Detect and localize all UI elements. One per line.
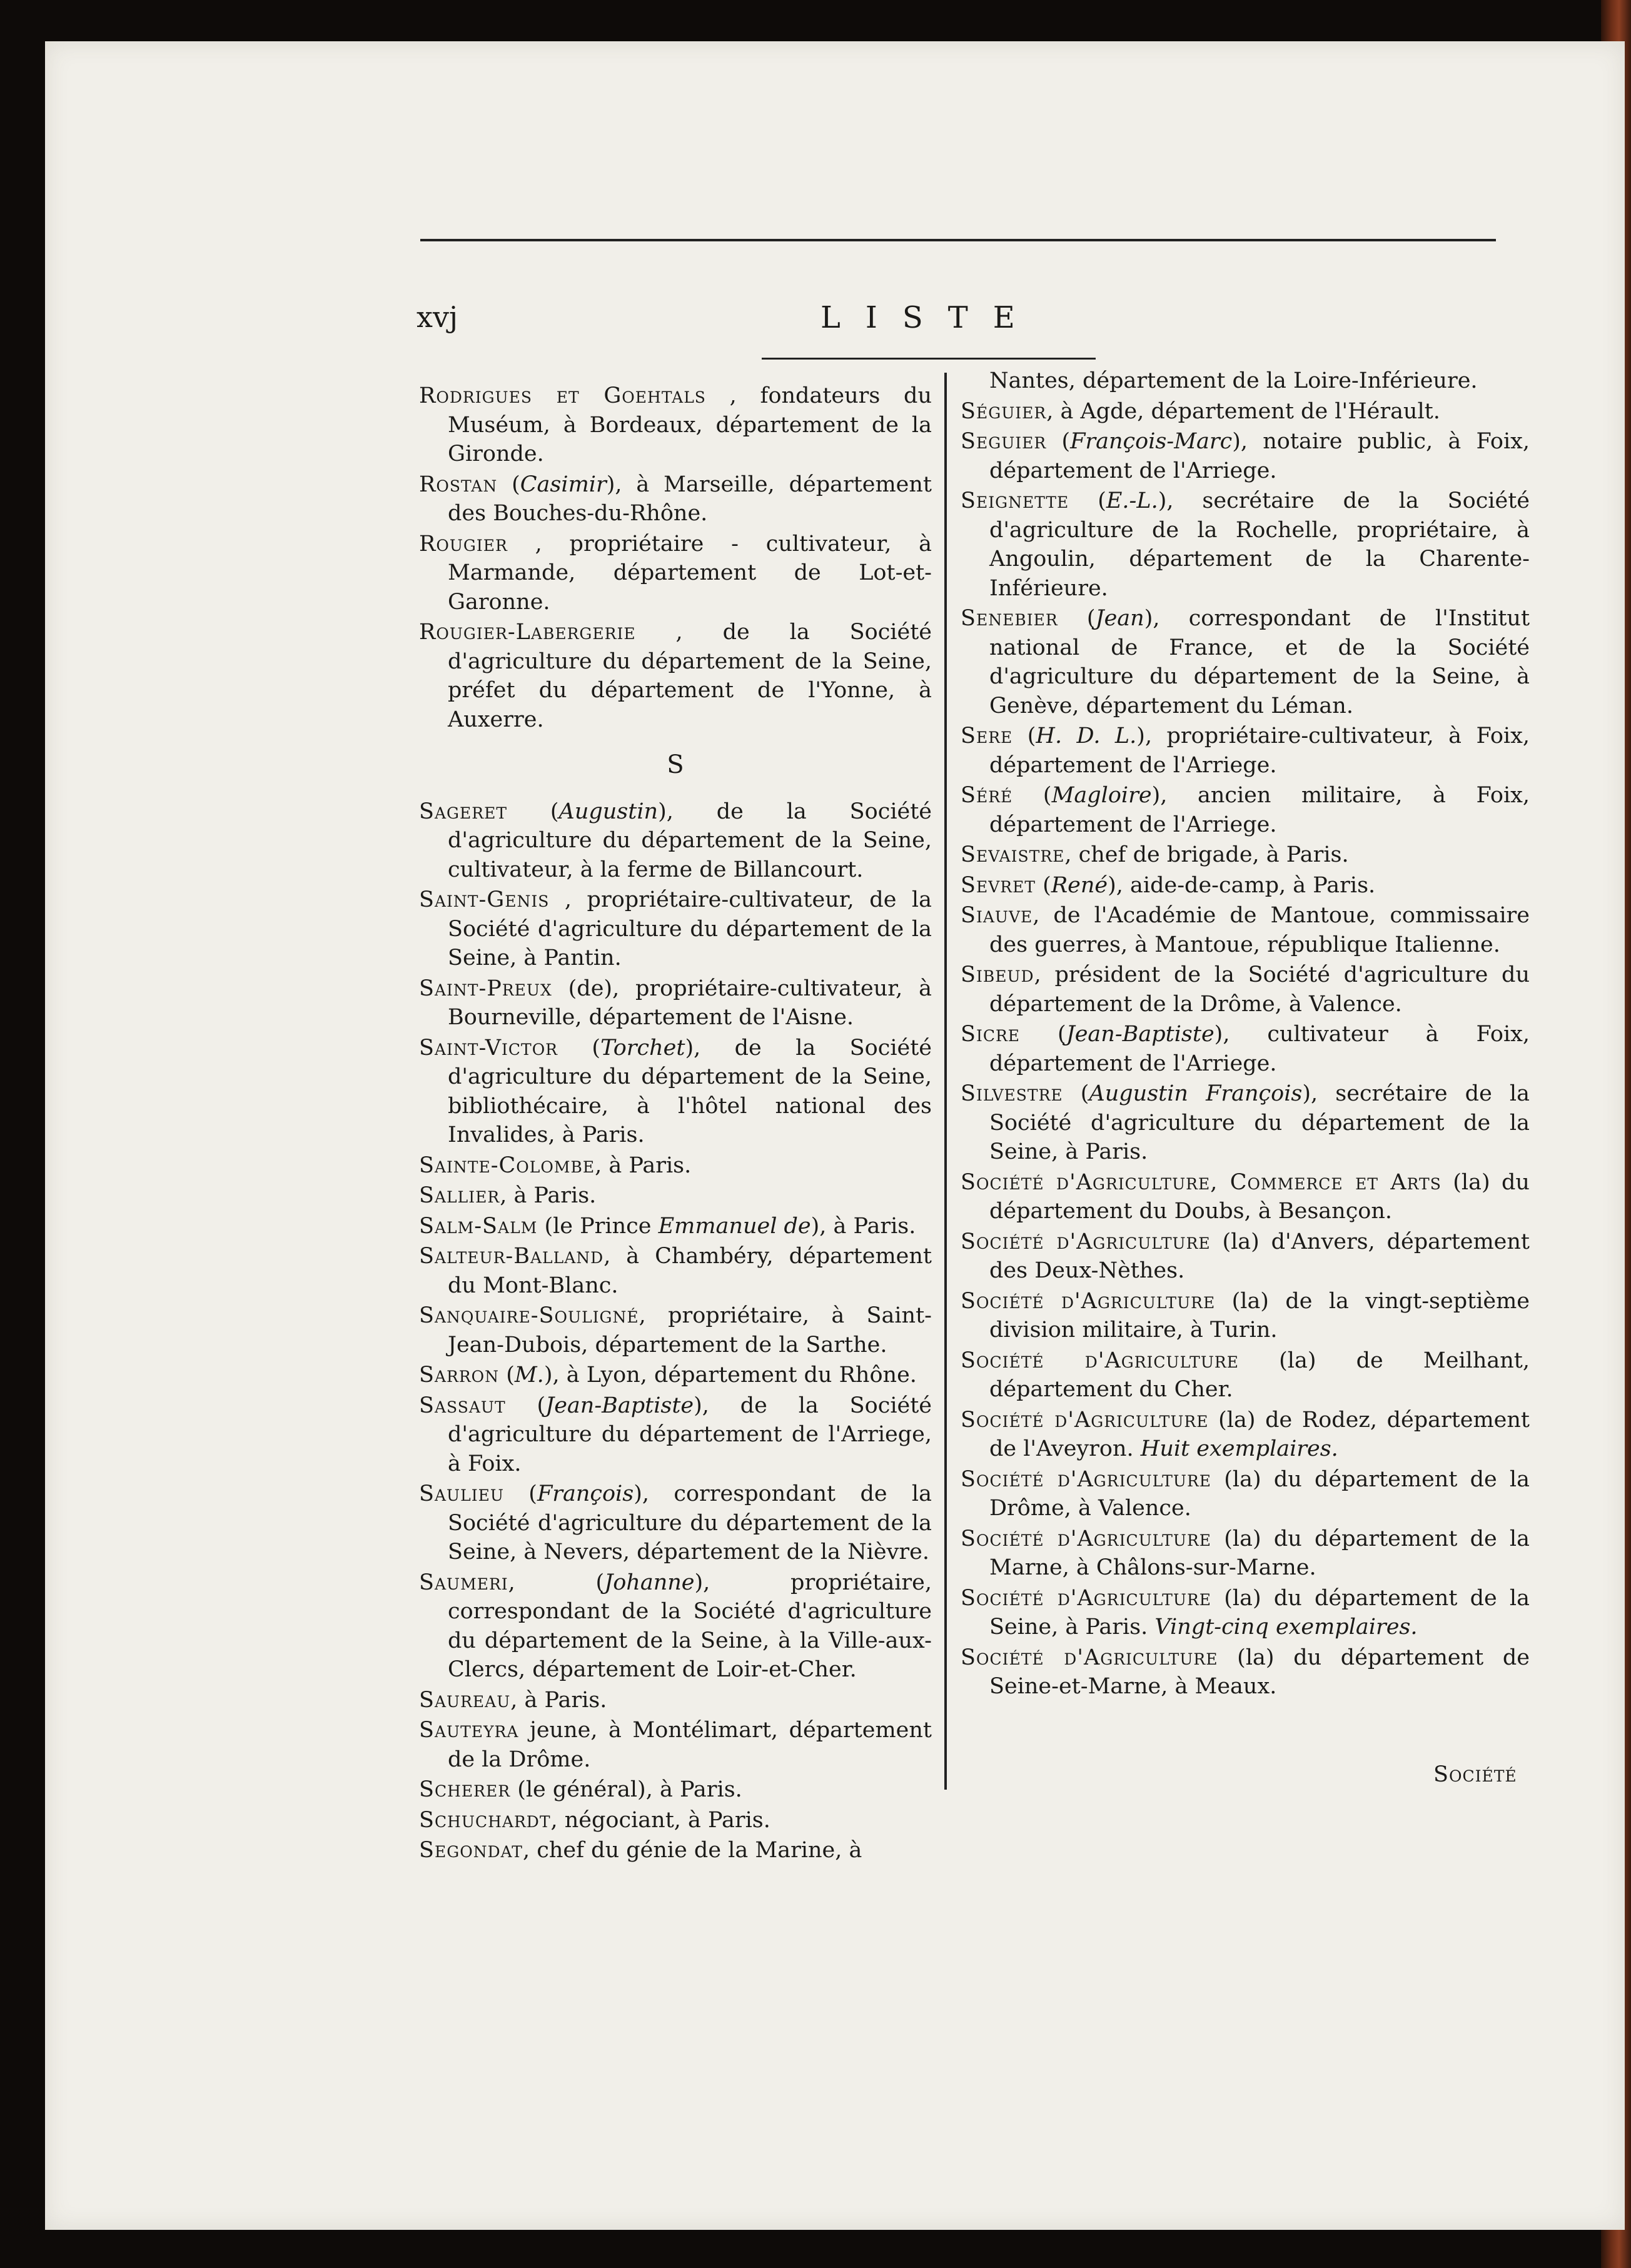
list-entry: Sanquaire-Souligné, propriétaire, à Saint-Jean-Dubois, département de la Sarthe. [419,1303,932,1358]
list-entry: Sibeud, président de la Société d'agriculture du département de la Drôme, à Valence. [961,962,1530,1017]
list-entry: Saulieu (François), correspondant de la Société d'agriculture du département de la Seine, à Nevers, département de la Nièvre. [419,1481,932,1565]
list-entry: Sallier, à Paris. [419,1183,597,1208]
list-entry: Séré (Magloire), ancien militaire, à Foix, département de l'Arriege. [961,783,1530,837]
list-entry: Société d'Agriculture (la) du département de la Seine, à Paris. Vingt-cinq exemplaires. [961,1585,1530,1640]
page-number: xvj [417,300,458,334]
list-entry: Société d'Agriculture (la) de Rodez, département de l'Aveyron. Huit exemplaires. [961,1407,1530,1461]
list-entry: Société d'Agriculture (la) du département de la Marne, à Châlons-sur-Marne. [961,1526,1530,1580]
list-entry: Siauve, de l'Académie de Mantoue, commissaire des guerres, à Mantoue, république Italienne. [961,903,1530,957]
list-entry: Sere (H. D. L.), propriétaire-cultivateur, à Foix, département de l'Arriege. [961,723,1530,778]
list-entry: Société d'Agriculture (la) du département de la Drôme, à Valence. [961,1466,1530,1521]
list-entry-continuation: Nantes, département de la Loire-Inférieure. [989,368,1478,393]
list-entry: Rougier , propriétaire - cultivateur, à Marmande, département de Lot-et-Garonne. [419,531,932,615]
list-entry: Société d'Agriculture (la) du département de Seine-et-Marne, à Meaux. [961,1645,1530,1699]
list-entry: Sevaistre, chef de brigade, à Paris. [961,842,1349,867]
column-divider [944,373,947,1790]
page-sheet [45,41,1625,2230]
list-entry: Société d'Agriculture (la) d'Anvers, département des Deux-Nèthes. [961,1229,1530,1283]
left-column [419,381,932,1867]
list-entry: Sassaut (Jean-Baptiste), de la Société d'agriculture du département de l'Arriege, à Foix. [419,1393,932,1476]
header-rule [420,239,1496,241]
list-entry: Segondat, chef du génie de la Marine, à [419,1838,862,1863]
list-entry: Saint-Genis , propriétaire-cultivateur, de la Société d'agriculture du département de la Seine, à Pantin. [419,887,932,970]
list-entry: Sarron (M.), à Lyon, département du Rhône. [419,1363,917,1388]
list-entry: Salm-Salm (le Prince Emmanuel de), à Paris. [419,1213,916,1239]
list-entry: Saumeri, (Johanne), propriétaire, correspondant de la Société d'agriculture du département de la Seine, à la Ville-aux-Clercs, département de Loir-et-Cher. [419,1570,932,1682]
list-entry: Saint-Preux (de), propriétaire-cultivateur, à Bourneville, département de l'Aisne. [419,975,932,1030]
list-entry: Sainte-Colombe, à Paris. [419,1152,692,1178]
list-entry: Seignette (E.-L.), secrétaire de la Société d'agriculture de la Rochelle, propriétaire, à Angoulin, département de la Charente-Inférieure. [961,488,1530,601]
list-entry: Schuchardt, négociant, à Paris. [419,1807,770,1833]
list-entry: Sevret (René), aide-de-camp, à Paris. [961,872,1376,898]
list-entry: Saureau, à Paris. [419,1687,607,1713]
list-entry: Société d'Agriculture (la) de la vingt-septième division militaire, à Turin. [961,1288,1530,1343]
title-rule [762,358,1096,360]
list-entry: Séguier, à Agde, département de l'Hérault. [961,398,1440,424]
list-entry: Rodrigues et Goehtals , fondateurs du Muséum, à Bordeaux, département de la Gironde. [419,383,932,466]
list-entry: Sicre (Jean-Baptiste), cultivateur à Foix, département de l'Arriege. [961,1022,1530,1076]
list-entry: Salteur-Balland, à Chambéry, département du Mont-Blanc. [419,1244,932,1298]
list-entry: Seguier (François-Marc), notaire public, à Foix, département de l'Arriege. [961,429,1530,483]
list-entry: Rostan (Casimir), à Marseille, département des Bouches-du-Rhône. [419,471,932,526]
section-letter: S [667,750,684,779]
right-column [961,366,1530,1703]
list-entry: Sauteyra jeune, à Montélimart, département de la Drôme. [419,1718,932,1772]
list-entry: Scherer (le général), à Paris. [419,1777,742,1802]
list-entry: Sageret (Augustin), de la Société d'agriculture du département de la Seine, cultivateur, à la ferme de Billancourt. [419,799,932,882]
list-entry: Silvestre (Augustin François), secrétaire de la Société d'agriculture du département de la Seine, à Paris. [961,1081,1530,1164]
list-entry: Société d'Agriculture (la) de Meilhant, département du Cher. [961,1348,1530,1402]
list-entry: Rougier-Labergerie , de la Société d'agriculture du département de la Seine, préfet du département de l'Yonne, à Auxerre. [419,620,932,732]
catchword: Société [1433,1762,1517,1787]
list-entry: Société d'Agriculture, Commerce et Arts (la) du département du Doubs, à Besançon. [961,1169,1530,1224]
page-title: LISTE [821,300,1040,335]
list-entry: Saint-Victor (Torchet), de la Société d'agriculture du département de la Seine, bibliothécaire, à l'hôtel national des Invalides, à Paris. [419,1035,932,1147]
list-entry: Senebier (Jean), correspondant de l'Institut national de France, et de la Société d'agriculture du département de la Seine, à Genève, département du Léman. [961,606,1530,718]
